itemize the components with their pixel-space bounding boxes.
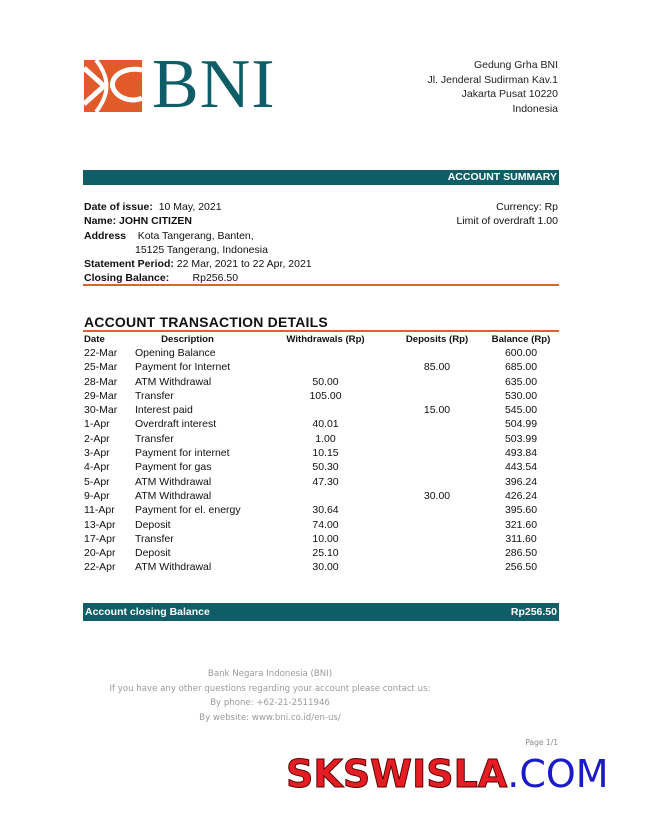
header-balance: Balance (Rp) (491, 334, 551, 345)
cell-date: 22-Mar (84, 347, 118, 359)
cell-withdrawal: 10.00 (312, 532, 339, 545)
table-row (84, 560, 559, 574)
date-value: 10 May, 2021 (158, 201, 222, 213)
table-row (84, 403, 559, 417)
header-description: Description (161, 334, 214, 345)
cell-deposit (391, 375, 483, 389)
cell-withdrawal: 1.00 (315, 432, 336, 445)
cell-description: Payment for internet (135, 447, 230, 460)
currency: Currency: Rp (496, 201, 558, 213)
cell-withdrawal: 105.00 (309, 389, 342, 402)
name-value: JOHN CITIZEN (119, 215, 192, 228)
footer-contact (0, 667, 540, 725)
table-row (84, 532, 559, 546)
account-summary-bar (83, 170, 559, 185)
cell-balance: 396.24 (504, 475, 538, 488)
cell-deposit (391, 446, 483, 460)
cell-deposit (391, 518, 483, 532)
cell-description: Payment for Internet (135, 361, 231, 374)
table-row (84, 546, 559, 560)
table-row (84, 375, 559, 389)
table-row (84, 389, 559, 403)
cell-description: Deposit (135, 547, 171, 560)
account-summary-title: ACCOUNT SUMMARY (447, 171, 557, 183)
cell-deposit: 85.00 (423, 361, 451, 374)
cell-description: Transfer (135, 389, 174, 402)
bank-address (427, 58, 558, 116)
closing-label: Closing Balance: (84, 272, 170, 285)
cell-balance: 395.60 (504, 504, 538, 517)
cell-deposit (391, 532, 483, 546)
cell-withdrawal: 30.00 (312, 561, 339, 574)
transactions-title: ACCOUNT TRANSACTION DETAILS (84, 314, 328, 330)
cell-date: 20-Apr (84, 547, 116, 560)
table-row (84, 417, 559, 431)
header-date: Date (84, 334, 105, 345)
cell-description: Payment for gas (135, 461, 212, 474)
cell-date: 5-Apr (84, 475, 110, 488)
cell-date: 3-Apr (84, 447, 110, 460)
cell-date: 29-Mar (84, 389, 118, 402)
table-row (84, 460, 559, 474)
cell-date: 22-Apr (84, 561, 116, 574)
cell-withdrawal (260, 403, 391, 417)
statement-period (84, 257, 312, 271)
customer-name (84, 214, 312, 228)
address-label: Address (84, 229, 127, 242)
table-row (84, 518, 559, 532)
cell-date: 2-Apr (84, 432, 110, 445)
cell-balance: 311.60 (505, 532, 537, 545)
cell-withdrawal: 50.30 (312, 461, 339, 474)
account-info (84, 200, 312, 286)
name-label: Name: (84, 215, 117, 228)
cell-withdrawal: 30.64 (312, 504, 339, 517)
cell-deposit (391, 432, 483, 446)
cell-deposit (391, 546, 483, 560)
address-line: Gedung Grha BNI (473, 59, 558, 71)
transactions-table (84, 333, 559, 575)
cell-withdrawal: 25.10 (312, 547, 339, 560)
cell-balance: 545.00 (504, 404, 538, 417)
cell-date: 1-Apr (84, 418, 110, 431)
cell-date: 30-Mar (84, 404, 118, 417)
cell-withdrawal: 10.15 (312, 447, 339, 460)
cell-description: ATM Withdrawal (135, 475, 212, 488)
table-row (84, 446, 559, 460)
divider (83, 330, 559, 332)
closing-bar-label: Account closing Balance (85, 606, 210, 618)
address-line: Indonesia (512, 102, 558, 115)
footer-line: If you have any other questions regarding your account please contact us: (109, 683, 431, 694)
cell-balance: 286.50 (504, 547, 538, 560)
address-line: Jakarta Pusat 10220 (461, 88, 558, 100)
cell-deposit: 30.00 (423, 489, 451, 502)
date-label: Date of issue: (84, 201, 153, 213)
address-line: Jl. Jenderal Sudirman Kav.1 (427, 73, 558, 86)
cell-description: Payment for el. energy (135, 504, 241, 517)
cell-description: Opening Balance (135, 347, 216, 359)
cell-balance: 504.99 (504, 418, 538, 431)
address-line-2: 15125 Tangerang, Indonesia (135, 243, 268, 256)
period-label: Statement Period: (84, 258, 174, 271)
cell-withdrawal (260, 360, 391, 374)
header-deposits: Deposits (Rp) (405, 334, 469, 345)
header-withdrawals: Withdrawals (Rp) (286, 334, 365, 345)
footer-line: Bank Negara Indonesia (BNI) (207, 669, 333, 679)
table-row (84, 503, 559, 517)
table-row (84, 360, 559, 374)
cell-balance: 600.00 (504, 347, 538, 359)
cell-description: ATM Withdrawal (135, 489, 212, 502)
cell-date: 13-Apr (84, 518, 116, 531)
address-line-1: Kota Tangerang, Banten, (137, 229, 254, 242)
watermark-part-1: SKSWISLA (286, 752, 508, 796)
watermark (286, 752, 609, 796)
closing-bar-value: Rp256.50 (510, 606, 557, 618)
overdraft-limit: Limit of overdraft 1.00 (456, 215, 558, 228)
cell-balance: 635.00 (504, 375, 538, 388)
period-value: 22 Mar, 2021 to 22 Apr, 2021 (176, 258, 312, 271)
table-row (84, 346, 559, 360)
date-of-issue (84, 200, 312, 214)
cell-date: 17-Apr (84, 532, 116, 545)
cell-description: Interest paid (135, 404, 193, 417)
cell-balance: 530.00 (504, 389, 538, 402)
cell-deposit (391, 417, 483, 431)
cell-balance: 426.24 (504, 489, 538, 502)
cell-description: Transfer (135, 432, 174, 445)
cell-date: 4-Apr (84, 461, 110, 474)
cell-balance: 685.00 (504, 361, 538, 374)
customer-address-2 (84, 243, 312, 257)
cell-deposit (391, 346, 483, 360)
cell-date: 9-Apr (84, 489, 110, 502)
cell-withdrawal: 50.00 (312, 375, 339, 388)
table-row (84, 432, 559, 446)
footer-line: By phone: +62-21-2511946 (210, 698, 330, 708)
cell-date: 25-Mar (84, 361, 118, 374)
cell-balance: 321.60 (504, 518, 538, 531)
customer-address (84, 229, 312, 243)
cell-deposit: 15.00 (423, 404, 451, 417)
cell-date: 11-Apr (84, 504, 115, 517)
cell-description: Deposit (135, 518, 171, 531)
cell-description: Overdraft interest (135, 418, 217, 431)
cell-deposit (391, 475, 483, 489)
page-number: Page 1/1 (525, 738, 558, 747)
cell-deposit (391, 503, 483, 517)
cell-date: 28-Mar (84, 375, 118, 388)
bni-logo-text: BNI (152, 46, 276, 123)
divider (83, 284, 559, 286)
table-row (84, 475, 559, 489)
closing-balance-bar (83, 603, 559, 621)
cell-deposit (391, 460, 483, 474)
cell-balance: 493.84 (504, 447, 538, 460)
footer-line: By website: www.bni.co.id/en-us/ (199, 712, 341, 723)
closing-value: Rp256.50 (192, 272, 239, 285)
table-row (84, 489, 559, 503)
cell-withdrawal: 74.00 (312, 518, 339, 531)
cell-balance: 503.99 (504, 432, 538, 445)
table-body (84, 346, 559, 575)
cell-deposit (391, 389, 483, 403)
cell-balance: 256.50 (504, 561, 538, 574)
account-meta (456, 200, 558, 229)
cell-deposit (391, 560, 483, 574)
table-header (84, 333, 559, 346)
cell-withdrawal: 40.01 (312, 418, 339, 431)
cell-withdrawal (260, 346, 391, 360)
cell-description: Transfer (135, 532, 174, 545)
cell-withdrawal (260, 489, 391, 503)
cell-description: ATM Withdrawal (135, 561, 212, 574)
watermark-part-2: .COM (507, 752, 609, 796)
cell-withdrawal: 47.30 (312, 475, 339, 488)
cell-description: ATM Withdrawal (135, 375, 212, 388)
cell-balance: 443.54 (504, 461, 538, 474)
bni-logo-mark-icon (84, 60, 142, 112)
